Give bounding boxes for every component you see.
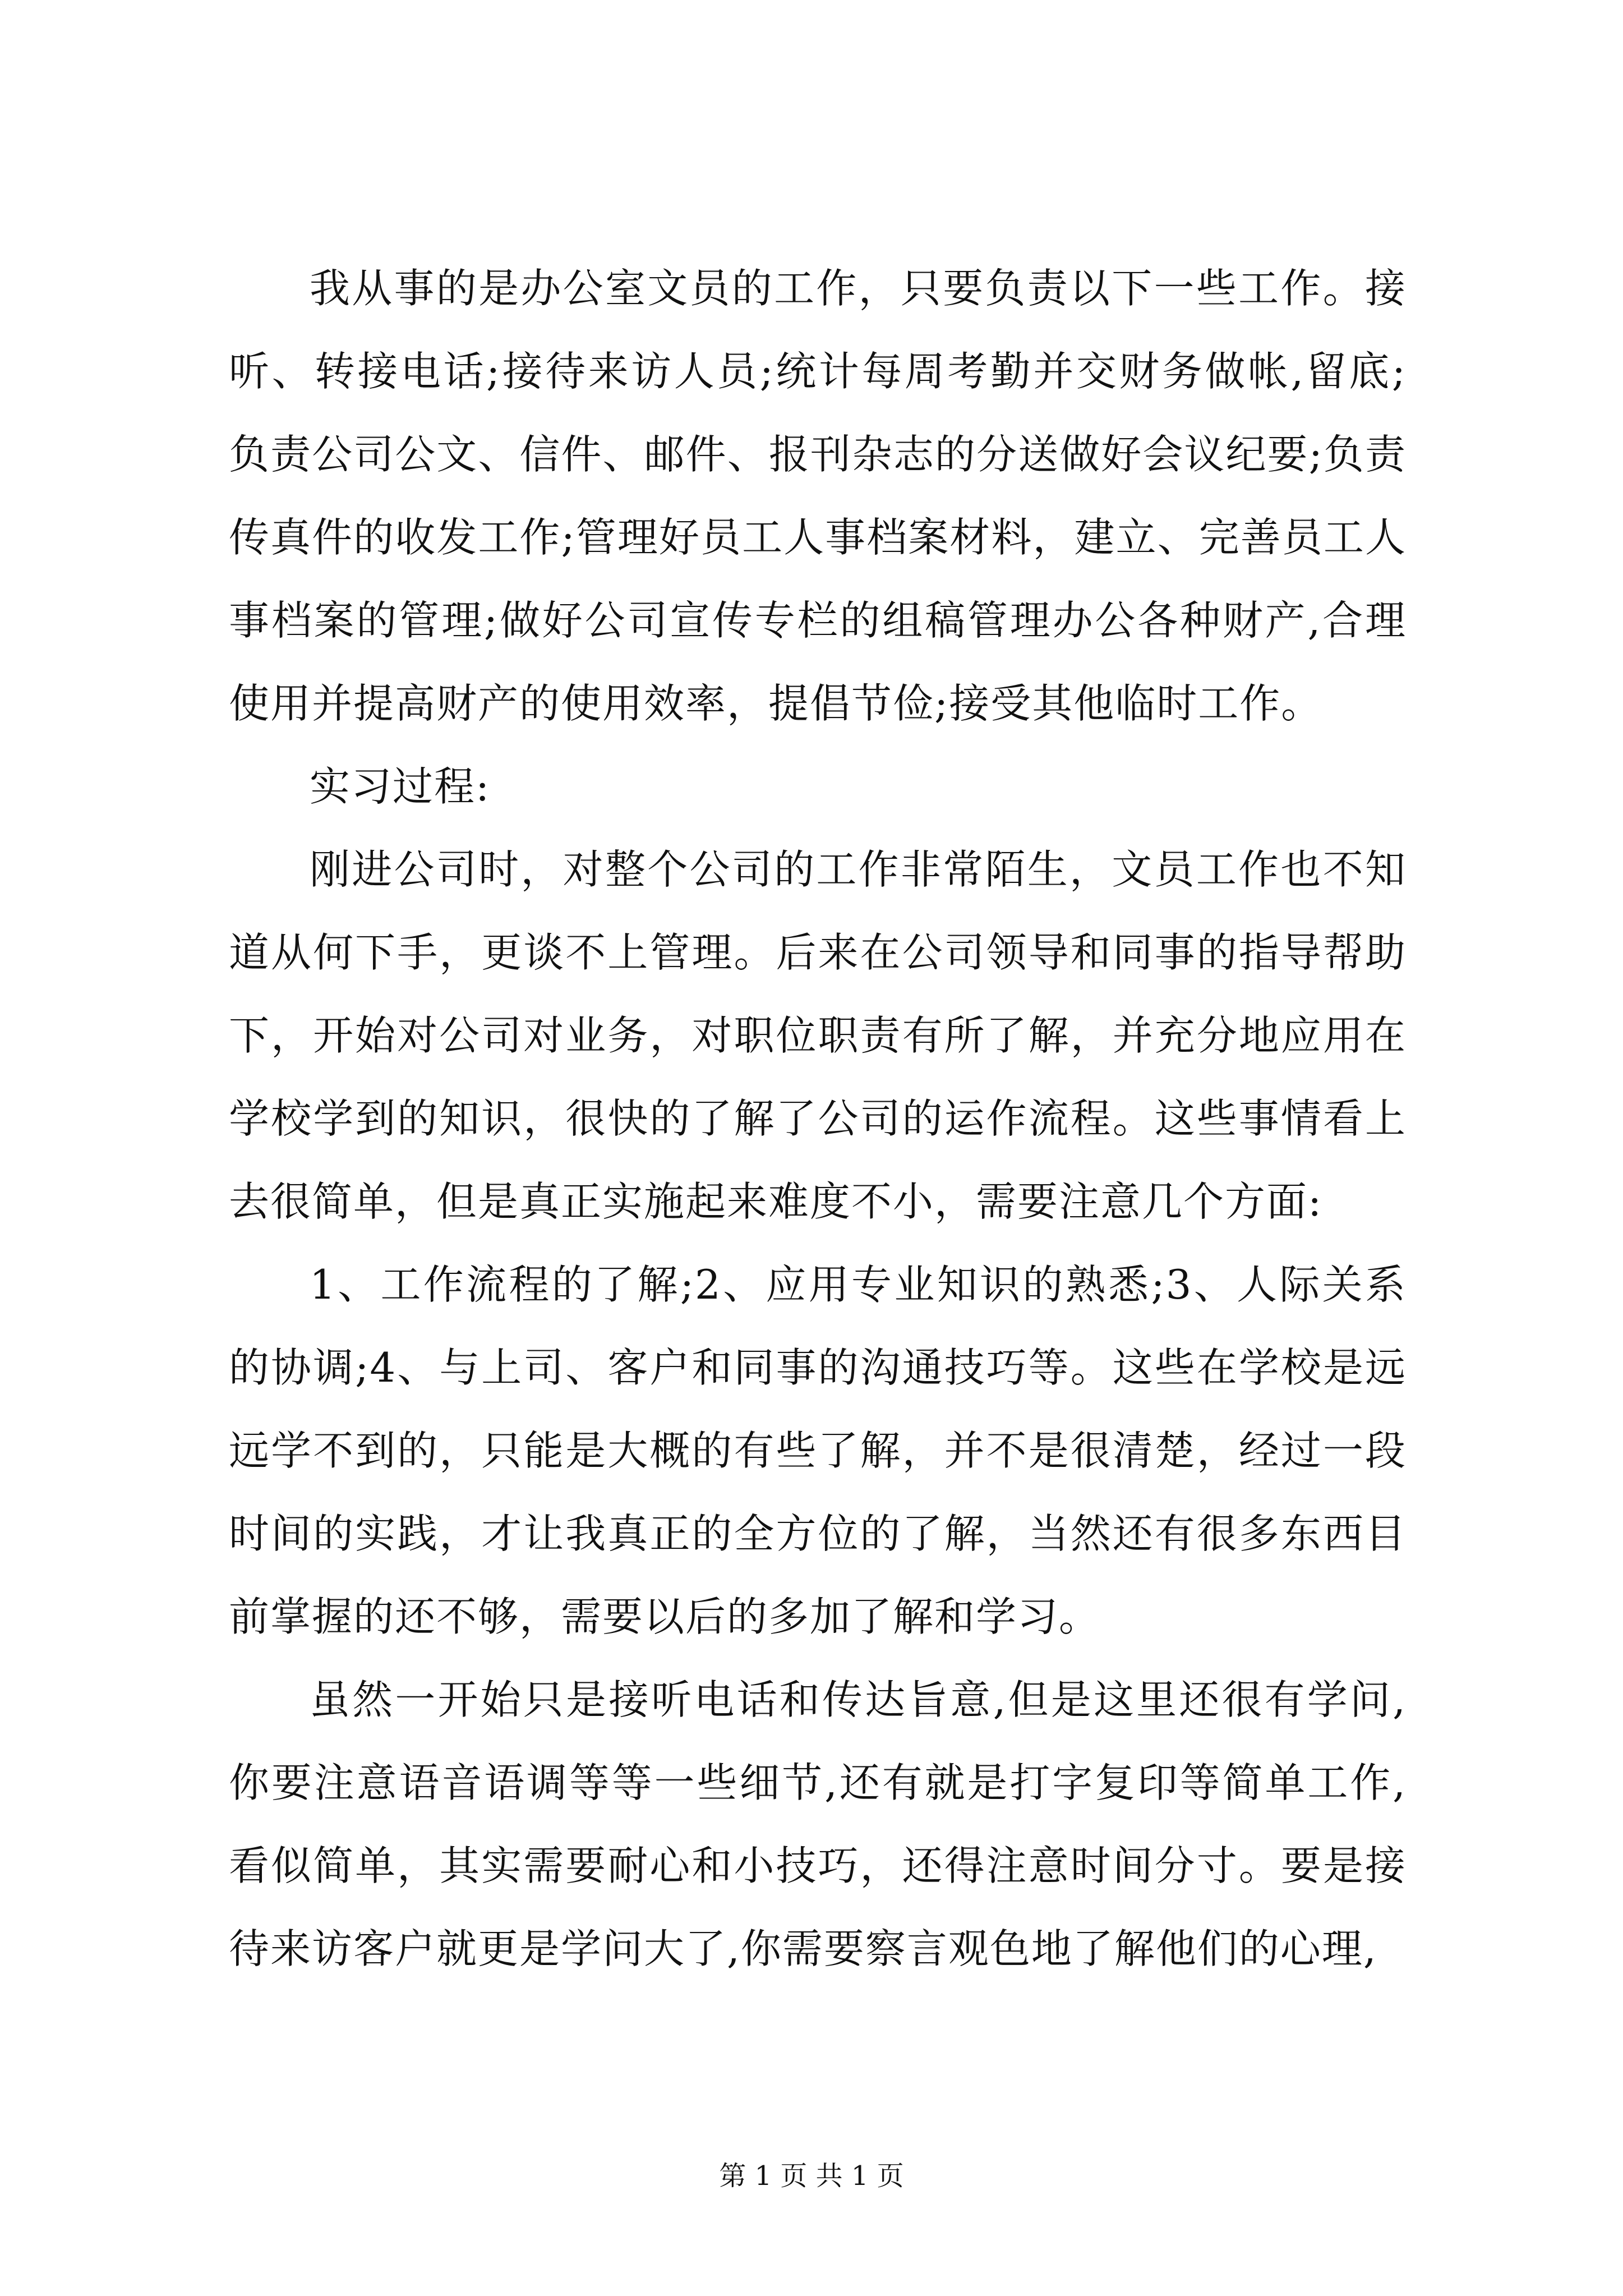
page-number-footer: 第 1 页 共 1 页 [719,2160,904,2192]
document-body [229,247,1407,1990]
paragraph-duties: 我从事的是办公室文员的工作，只要负责以下一些工作。接听、转接电话;接待来访人员;统计每周考勤并交财务做帐,留底;负责公司公文、信件、邮件、报刊杂志的分送做好会议纪要;负责传真件的收发工作;管理好员工人事档案材料，建立、完善员工人事档案的管理;做好公司宣传专栏的组稿管理办公各种财产,合理使用并提高财产的使用效率，提倡节俭;接受其他临时工作。 [229,265,1407,727]
paragraph-internship-heading: 实习过程: [310,763,491,810]
paragraph-key-aspects: 1、工作流程的了解;2、应用专业知识的熟悉;3、人际关系的协调;4、与上司、客户和同事的沟通技巧等。这些在学校是远远学不到的，只能是大概的有些了解，并不是很清楚，经过一段时间的实践，才让我真正的全方位的了解，当然还有很多东西目前掌握的还不够，需要以后的多加了解和学习。 [229,1261,1407,1640]
paragraph-phone-and-visitors: 虽然一开始只是接听电话和传达旨意,但是这里还很有学问,你要注意语音语调等等一些细节,还有就是打字复印等简单工作,看似简单，其实需要耐心和小技巧，还得注意时间分寸。要是接待来访客户就更是学问大了,你需要察言观色地了解他们的心理, [229,1676,1407,1972]
paragraph-first-days: 刚进公司时，对整个公司的工作非常陌生，文员工作也不知道从何下手，更谈不上管理。后来在公司领导和同事的指导帮助下，开始对公司对业务，对职位职责有所了解，并充分地应用在学校学到的知识，很快的了解了公司的运作流程。这些事情看上去很简单，但是真正实施起来难度不小，需要注意几个方面: [229,846,1407,1225]
